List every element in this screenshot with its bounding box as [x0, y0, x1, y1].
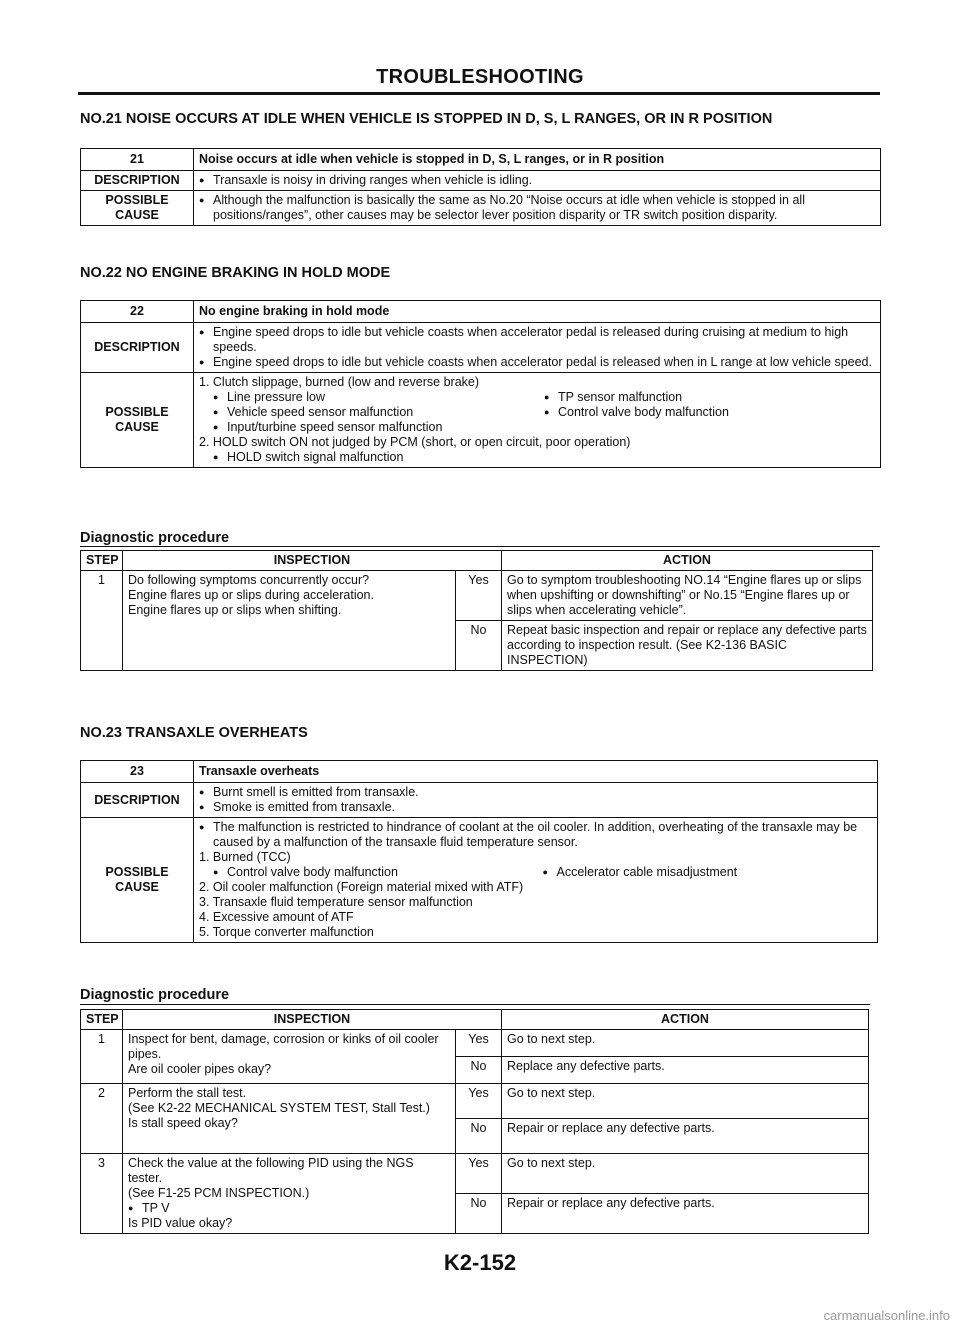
s23-step2-no-action: Repair or replace any defective parts.	[502, 1119, 869, 1154]
s23-number: 23	[81, 761, 194, 783]
s22-diag-rule	[80, 546, 880, 547]
s21-desc-label: DESCRIPTION	[81, 171, 194, 191]
s21-number: 21	[81, 149, 194, 171]
s23-c1-left: ● Control valve body malfunction	[213, 865, 543, 880]
s23-step1-yes-label: Yes	[456, 1030, 502, 1057]
section-23-heading: NO.23 TRANSAXLE OVERHEATS	[80, 725, 308, 741]
s23-step3-no-action: Repair or replace any defective parts.	[502, 1194, 869, 1234]
s22-col-inspection: INSPECTION	[123, 551, 502, 571]
s21-cause	[194, 191, 881, 226]
s22-number: 22	[81, 301, 194, 323]
inspection-line: Inspect for bent, damage, corrosion or kinks of oil cooler pipes.	[128, 1032, 439, 1061]
title-rule	[78, 92, 880, 95]
s22-no-action: Repeat basic inspection and repair or replace any defective parts according to inspection result. (See K2-136 BASIC INSPECTION)	[502, 621, 873, 671]
s23-step2-num: 2	[81, 1084, 123, 1154]
s23-c2: 2. Oil cooler malfunction (Foreign material mixed with ATF)	[199, 880, 524, 894]
s22-desc	[194, 323, 881, 373]
section-22-heading: NO.22 NO ENGINE BRAKING IN HOLD MODE	[80, 265, 391, 281]
s23-step2-yes-action: Go to next step.	[502, 1084, 869, 1119]
s23-step2-no-label: No	[456, 1119, 502, 1154]
s22-desc-item: ● Engine speed drops to idle but vehicle coasts when accelerator pedal is released when in L range at low vehicle speed.	[199, 355, 875, 370]
s23-step2-yes-label: Yes	[456, 1084, 502, 1119]
s23-cause-label: POSSIBLE CAUSE	[81, 818, 194, 943]
s22-no-label: No	[456, 621, 502, 671]
page-title: TROUBLESHOOTING	[376, 66, 584, 88]
inspection-line: Check the value at the following PID using the NGS tester.	[128, 1156, 414, 1185]
s22-diag-title: Diagnostic procedure	[80, 530, 230, 546]
s21-name: Noise occurs at idle when vehicle is stopped in D, S, L ranges, or in R position	[194, 149, 881, 171]
section-22-table	[80, 300, 881, 468]
inspection-line: (See K2-22 MECHANICAL SYSTEM TEST, Stall Test.)	[128, 1101, 430, 1115]
s23-cause	[194, 818, 878, 943]
s23-diag-title: Diagnostic procedure	[80, 987, 230, 1003]
s23-step1-inspection	[123, 1030, 456, 1084]
s23-col-action: ACTION	[502, 1010, 869, 1030]
s22-cause-label: POSSIBLE CAUSE	[81, 373, 194, 468]
s23-c4: 4. Excessive amount of ATF	[199, 910, 354, 924]
s23-step3-no-label: No	[456, 1194, 502, 1234]
s22-cause1-item: ● Vehicle speed sensor malfunction	[213, 405, 544, 420]
s22-step-num: 1	[81, 571, 123, 671]
s23-step1-num: 1	[81, 1030, 123, 1084]
inspection-line: Is PID value okay?	[128, 1216, 233, 1230]
s22-cause1-item: ● TP sensor malfunction	[544, 390, 875, 405]
inspection-line: (See F1-25 PCM INSPECTION.)	[128, 1186, 310, 1200]
s21-desc	[194, 171, 881, 191]
s23-step3-yes-action: Go to next step.	[502, 1154, 869, 1194]
s23-c1-right: ● Accelerator cable misadjustment	[543, 865, 873, 880]
s22-cause2: 2. HOLD switch ON not judged by PCM (short, or open circuit, poor operation)	[199, 435, 631, 449]
inspection-line: Are oil cooler pipes okay?	[128, 1062, 272, 1076]
s22-cause2-item: ● HOLD switch signal malfunction	[213, 450, 875, 465]
s22-name: No engine braking in hold mode	[194, 301, 881, 323]
s23-diag-rule	[80, 1004, 870, 1005]
s23-step3-inspection	[123, 1154, 456, 1234]
s21-cause-item: ● Although the malfunction is basically the same as No.20 “Noise occurs at idle when vehicle is stopped in all positions/ranges”, other causes may be selector lever position disparity or TR switch position disparity.	[199, 193, 875, 223]
section-21-table	[80, 148, 881, 226]
s23-step1-no-label: No	[456, 1057, 502, 1084]
s23-step3-pid: ● TP V	[128, 1201, 450, 1216]
s23-cause-intro: ● The malfunction is restricted to hindrance of coolant at the oil cooler. In addition, overheating of the transaxle may be caused by a malfunction of the transaxle fluid temperature sensor.	[199, 820, 872, 850]
s21-desc-item: ● Transaxle is noisy in driving ranges when vehicle is idling.	[199, 173, 875, 188]
s22-desc-item: ● Engine speed drops to idle but vehicle coasts when accelerator pedal is released during cruising at medium to high speeds.	[199, 325, 875, 355]
s23-name: Transaxle overheats	[194, 761, 878, 783]
s23-col-step: STEP	[81, 1010, 123, 1030]
s23-col-inspection: INSPECTION	[123, 1010, 502, 1030]
s23-desc-item: ● Burnt smell is emitted from transaxle.	[199, 785, 872, 800]
s23-diag-table	[80, 1009, 869, 1234]
s23-step3-num: 3	[81, 1154, 123, 1234]
section-21-heading: NO.21 NOISE OCCURS AT IDLE WHEN VEHICLE IS STOPPED IN D, S, L RANGES, OR IN R POSITION	[80, 111, 773, 127]
s23-step1-yes-action: Go to next step.	[502, 1030, 869, 1057]
s23-step1-no-action: Replace any defective parts.	[502, 1057, 869, 1084]
s22-diag-table	[80, 550, 873, 671]
s23-c5: 5. Torque converter malfunction	[199, 925, 374, 939]
s22-step-inspection	[123, 571, 456, 671]
s22-col-action: ACTION	[502, 551, 873, 571]
page-number: K2-152	[443, 1250, 517, 1275]
s22-cause1-item: ● Line pressure low	[213, 390, 544, 405]
s23-desc-item: ● Smoke is emitted from transaxle.	[199, 800, 872, 815]
s22-cause1-item: ● Control valve body malfunction	[544, 405, 875, 420]
s22-yes-label: Yes	[456, 571, 502, 621]
section-23-table	[80, 760, 878, 943]
inspection-line: Do following symptoms concurrently occur?	[128, 573, 370, 587]
s22-cause1-item: ● Input/turbine speed sensor malfunction	[213, 420, 544, 435]
s22-col-step: STEP	[81, 551, 123, 571]
inspection-line: Engine flares up or slips during acceleration.	[128, 588, 374, 602]
s22-cause1: 1. Clutch slippage, burned (low and reverse brake)	[199, 375, 480, 389]
s23-c1: 1. Burned (TCC)	[199, 850, 291, 864]
s23-step2-inspection	[123, 1084, 456, 1154]
inspection-line: Engine flares up or slips when shifting.	[128, 603, 342, 617]
s21-cause-label: POSSIBLE CAUSE	[81, 191, 194, 226]
s23-desc	[194, 783, 878, 818]
s23-desc-label: DESCRIPTION	[81, 783, 194, 818]
inspection-line: Is stall speed okay?	[128, 1116, 238, 1130]
s23-step3-yes-label: Yes	[456, 1154, 502, 1194]
s23-c3: 3. Transaxle fluid temperature sensor malfunction	[199, 895, 473, 909]
s22-cause	[194, 373, 881, 468]
s22-yes-action: Go to symptom troubleshooting NO.14 “Engine flares up or slips when upshifting or downshifting” or No.15 “Engine flares up or slips when accelerating vehicle”.	[502, 571, 873, 621]
watermark: carmanualsonline.info	[823, 1308, 950, 1323]
s22-desc-label: DESCRIPTION	[81, 323, 194, 373]
inspection-line: Perform the stall test.	[128, 1086, 247, 1100]
